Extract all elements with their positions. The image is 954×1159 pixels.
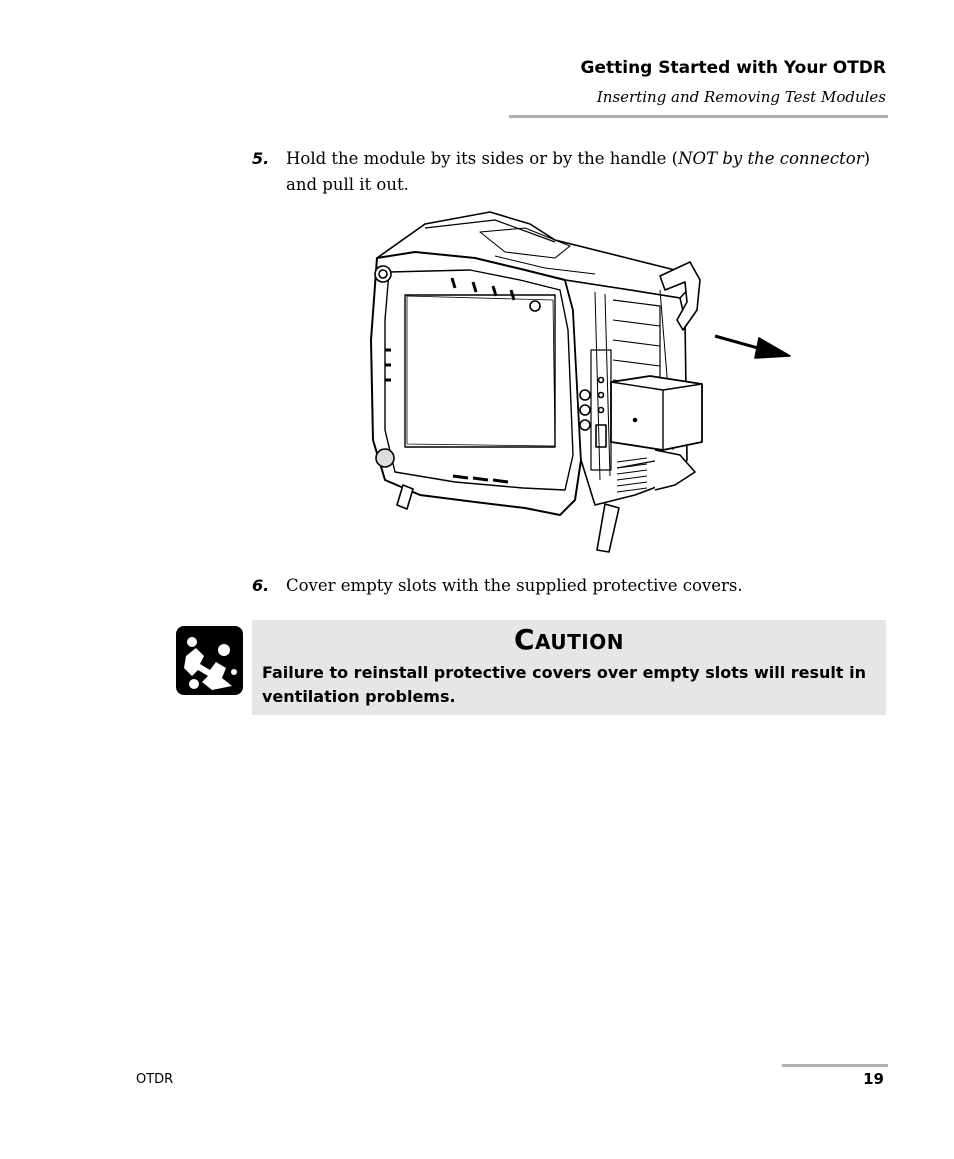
step-text [286, 146, 888, 198]
caution-gears-icon [176, 626, 243, 695]
caution-box [252, 620, 886, 715]
otdr-unit-module-removal-illustration [355, 210, 795, 555]
caution-title: Caution [514, 623, 624, 656]
header-rule [509, 115, 888, 118]
footer-rule [782, 1064, 888, 1067]
step-text-part: Hold the module by its sides or by the handle ( [286, 149, 679, 168]
footer-product: OTDR [136, 1072, 174, 1087]
page-number: 19 [863, 1070, 884, 1088]
step-number: 5. [252, 149, 270, 168]
step-number: 6. [252, 576, 270, 595]
step-text: Cover empty slots with the supplied protective covers. [286, 576, 743, 595]
running-header-title: Getting Started with Your OTDR [580, 58, 886, 78]
step-text-part: ) and pull it out. [286, 149, 871, 194]
step-5 [252, 146, 888, 198]
caution-text: Failure to reinstall protective covers over empty slots will result in ventilation problems. [262, 663, 866, 706]
step-6 [252, 573, 888, 599]
step-text-emphasis: NOT by the connector [678, 149, 864, 168]
running-header-subtitle: Inserting and Removing Test Modules [596, 88, 886, 106]
